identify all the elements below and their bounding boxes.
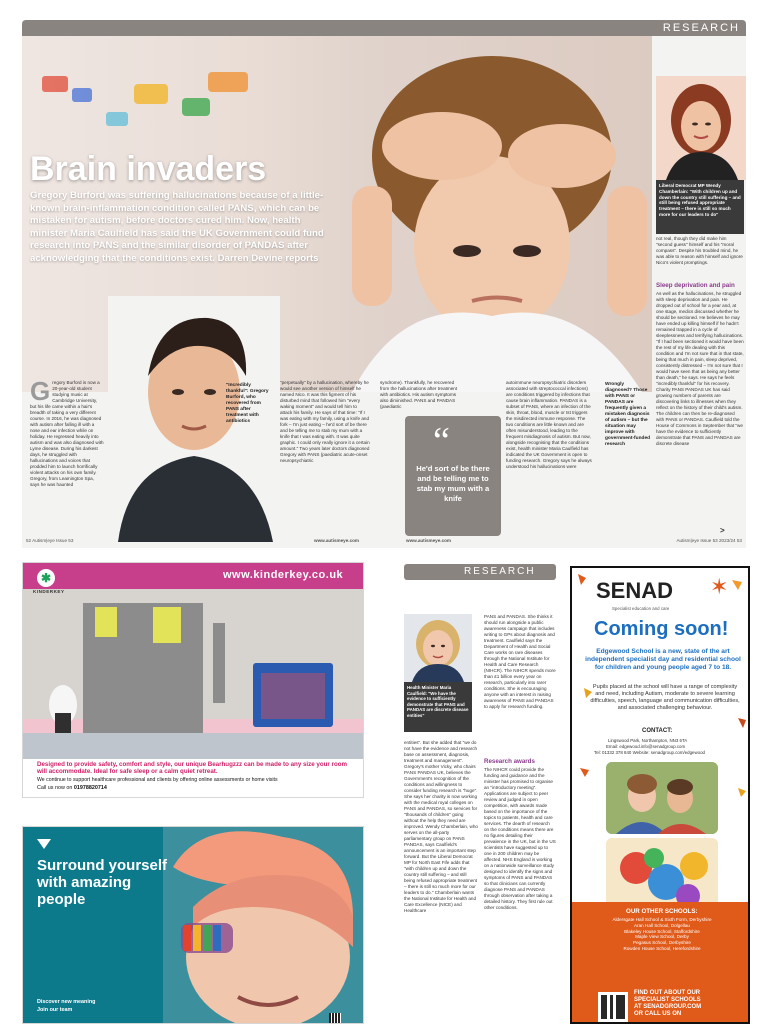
kinderkey-line2: We continue to support healthcare professional and clients by offering online assessments or home visits	[37, 777, 278, 783]
body-col-4: autoimmune neuropsychiatric disorders associated with streptococcal infections) are conditions triggered by infections that cause brain inflammation. PANDAS is a subset of PANS, where an infection of the skin, throat, blood, muscle or tst triggers the misdirected immune response. The two conditions are little known and are often misunderstood, leading to the frequent misdiagnosis of autism. But now, alongside recognising that the conditions exist, health minister Maria Caulfield has indicated the UK Government is open to funding research. Gregory says he always understood his hallucinations were	[506, 380, 592, 469]
senad-logo: SENAD	[596, 578, 674, 603]
pull-quote-text: He'd sort of be there and be telling me to stab my mum with a knife	[416, 464, 490, 503]
senad-contact-address: Lingswood Park, Northampton, NN3 6TA	[608, 738, 688, 743]
magazine-spread	[22, 20, 746, 548]
footer-left: 52 Autism|eye Issue 53	[26, 538, 74, 543]
side-quote: Wrongly diagnosed? Those with PANS or PANDAS are frequently given a mistaken diagnosis of autism – but the situation may improve with government-funded research	[605, 382, 651, 447]
senad-cta-1: FIND OUT ABOUT OUR	[634, 990, 701, 996]
senad-school-4: Maple View School, Derby	[635, 934, 689, 940]
senad-star-icon: ✶	[710, 574, 729, 599]
senad-pupils: Pupils placed at the school will have a range of complexity and need, including Autism, moderate to severe learning difficulties, speech, language and communication difficulties, and associated challenging behaviour.	[590, 684, 740, 711]
wendy-photo-panel	[656, 76, 746, 180]
kinderkey-photo	[23, 563, 364, 759]
caption-wendy: Liberal Democrat MP Wendy Chamberlain: "With children up and down the country still suffering – and still being refused appropriate treatment – there is still so much more for our leaders to do"	[656, 180, 744, 234]
senad-tagline: Specialist education and care	[612, 606, 670, 611]
caption-gregory: "Incredibly thankful": Gregory Burford, who recovered from PANS after treatment with antibiotics	[226, 383, 269, 424]
senad-cta	[634, 990, 744, 1018]
header-strip	[22, 20, 746, 36]
kinderkey-url[interactable]: www.kinderkey.co.uk	[223, 569, 344, 581]
research-section-label: RESEARCH	[464, 566, 536, 577]
triangle-icon	[37, 839, 51, 849]
kinderkey-call	[37, 785, 107, 791]
research-col-1: entities". But she added that "we do not have the evidence and research base on assessment, diagnosis, treatment and management". Gregory's mother Vicky, who chairs PANS PANDAS UK, believes the Government's recognition of the conditions and willingness to consider funding research is "huge". She says her charity is now working with the medical royal colleges on PANS and PANDAS, so services for "thousands of children" going without the help they need are improved. Wendy Chamberlain, who serves on the all-party parliamentary group on PANS PANDAS, says Caulfield's announcement is an important step forward. But the Liberal Democrat MP for North East Fife adds that "with children up and down the country still suffering – and still being refused appropriate treatment – there is still so much more for our leaders to do." Chamberlain wants the National Institute for Health and Care Excellence (NICE) and Healthcare	[404, 740, 478, 913]
article-title: Brain invaders	[30, 150, 267, 188]
pull-quote-box	[405, 416, 501, 536]
standfirst: Gregory Burford was suffering hallucinations because of a little-known brain-inflammation condition called PANS, which can be mistaken for autism, before doctors cured him. Now, health minister Maria Caulfield has said the UK Government could fund research into PANS and the similar disorder of PANDAS after acknowledging that the conditions exist. Darren Devine reports	[30, 190, 324, 264]
senad-cta-4: OR CALL US ON	[634, 1011, 682, 1017]
body-col-2: "perpetually" by a hallucination, whereby he would see another version of himself he named Nico. It was this figment of his disturbed mind that followed him "every waking moment" and would tell him to attack his family. He says of that time: "If I was eating with my family, using a knife and fork – I'm just eating – he'd sort of be there and be telling me to stab my mum with a knife that I was eating with. It was quite graphic. I could only really ignore it a certain amount." Two years later doctors diagnosed Gregory with PANS (paediatric acute-onset neuropsychiatric	[280, 380, 370, 463]
continue-arrow-icon: >	[720, 526, 725, 535]
recruitment-headline: Surround yourself with amazing people	[37, 857, 168, 908]
section-label: RESEARCH	[662, 22, 740, 34]
senad-photo-1	[606, 762, 718, 834]
senad-other-list	[582, 917, 742, 952]
body-col-5b: As well as the hallucinations, he struggled with sleep deprivation and pain. He dropped out of school for a year and, at one stage, medics discussed whether he should be sectioned. He believes he may have ended up killing himself if he hadn't remained trapped in a cycle of sleeplessness and terrifying hallucinations. "If I had been sectioned it would have been the rest of my life dealing with this condition and I'm not sure that in that state, being that much in pain, sleep deprived, consistently distressed – I'm not sure that I would have seen that as being any better than death," he says. He says he feels "incredibly thankful" for his recovery. Charity PANS PANDAS UK has said growing numbers of parents are discovering links to illnesses when they reflect on the history of their child's autism. The children can then be re-diagnosed with PANS or PANDAS. Caulfield told the House of Commons in September that "we have the evidence to sufficiently demonstrate that PANS and PANDAS are discrete disease	[656, 291, 744, 446]
senad-ad	[570, 566, 750, 1024]
body-col-1-text: regory Burford is now a 20-year-old student studying music at Cambridge University, but his life came within a hair's breadth of taking a very different course. In 2016, he was diagnosed with autism after falling ill with a nose and ear infection while on holiday. He regressed heavily into autism and was also diagnosed with Lyme disease. During his darkest days, he struggled with hallucinations and voices that prodded him to launch horrifically violent attacks on his own family. Gregory, from Leamington Spa, says he was haunted	[30, 380, 104, 487]
kinderkey-ad	[22, 562, 364, 798]
footer-url-right: www.autismeye.com	[406, 538, 452, 543]
recruitment-ad	[22, 826, 364, 1024]
quote-mark-icon: “	[433, 420, 450, 462]
footer-right: Autism|eye Issue 53 2023/24 53	[676, 538, 742, 543]
maria-caption: Health Minister Maria Caulfield: "We have the evidence to sufficiently demonstrate that PANS and PANDAS are discrete disease entities"	[404, 682, 472, 732]
body-col-5a: not real, though they did make him "second guess" himself and his "moral compass". Despite his troubled mind, he was able to reason with himself and ignore Nico's violent promptings.	[656, 236, 743, 265]
kinderkey-logo-icon: ✱	[37, 569, 55, 587]
senad-other-title: OUR OTHER SCHOOLS:	[626, 908, 698, 915]
maria-photo	[404, 614, 472, 682]
qr-code-icon[interactable]	[329, 1013, 341, 1024]
subhead-sleep: Sleep deprivation and pain	[656, 282, 735, 289]
senad-cta-3[interactable]: AT SENADGROUP.COM	[634, 1004, 702, 1010]
senad-cta-2: SPECIALIST SCHOOLS	[634, 997, 701, 1003]
senad-school-5: Pegasus School, Derbyshire	[633, 940, 691, 946]
recruitment-footer-1: Discover new meaning	[37, 999, 96, 1005]
senad-contact-email[interactable]: Email: edgewood.info@senadgroup.com	[606, 744, 686, 749]
senad-school-6: Rowden House School, Herefordshire	[623, 945, 701, 951]
research-subhead: Research awards	[484, 758, 535, 765]
senad-contact-title: CONTACT:	[642, 728, 673, 734]
kinderkey-body: Designed to provide safety, comfort and style, our unique Bearhugzzz can be made to any size your room will accommodate. Ideal for safe sleep or a calm quiet retreat.	[37, 761, 348, 776]
senad-school-3: Blakeley House School, Staffordshire	[624, 928, 700, 934]
senad-school-2: Aran Hall School, Dolgellau	[634, 922, 690, 928]
recruitment-footer-2[interactable]: Join our team	[37, 1007, 73, 1013]
senad-school-1: Aldersgate Hall School & Sixth Form, Derbyshire	[612, 917, 712, 922]
senad-contact-tel[interactable]: Tel: 01332 378 840 Website: senadgroup.com/edgewood	[594, 750, 705, 755]
senad-headline: Coming soon!	[594, 618, 729, 640]
research-col-2b: The NIHCR could provide the funding and guidance and the minister has promised to organise an "introductory meeting". Applications are subject to peer review and judged in open competition, with awards made based on the importance of the topics to patients, health and care services. The dearth of research on the conditions means there are no figures detailing their prevalence in the UK, but in the US scientists have suggested up to one in 200 children may be affected. NHS England is working on a nationwide surveillance study designed to identify the signs and symptoms of PANS and PANDAS so that clinicians can currently diagnose PANS and PANDAS through observation after taking a detailed history. They first rule out other conditions.	[484, 767, 556, 910]
body-col-3: syndrome). Thankfully, he recovered from the hallucinations after treatment with antibiotics. His autism symptoms also diminished. PANS and PANDAS (paediatric	[380, 380, 458, 409]
research-page	[404, 562, 556, 1024]
footer-url-left: www.autismeye.com	[314, 538, 360, 543]
kinderkey-phone[interactable]: 01978820714	[73, 785, 107, 791]
senad-qr-icon[interactable]	[598, 992, 628, 1022]
senad-intro: Edgewood School is a new, state of the art independent specialist day and residential school for children and young people aged 7 to 18.	[585, 648, 741, 672]
kinderkey-call-label: Call us now on	[37, 785, 73, 791]
body-col-1	[30, 380, 104, 540]
drop-cap: G	[30, 380, 51, 406]
research-col-2a: PANS and PANDAS. She thinks it should run alongside a public awareness campaign that includes writing to GPs about diagnosis and treatment. Caulfield says the Department of Health and Social Care works on rare diseases through the National Institute for Health and Care Research (NIHCR). The NIHCR spends more than £1 billion every year on research, particularly into rarer conditions. She is encouraging anyone with an interest in raising awareness of PANS and PANDAS to apply for research funding.	[484, 614, 556, 709]
kinderkey-logo: KINDERKEY	[33, 589, 65, 594]
